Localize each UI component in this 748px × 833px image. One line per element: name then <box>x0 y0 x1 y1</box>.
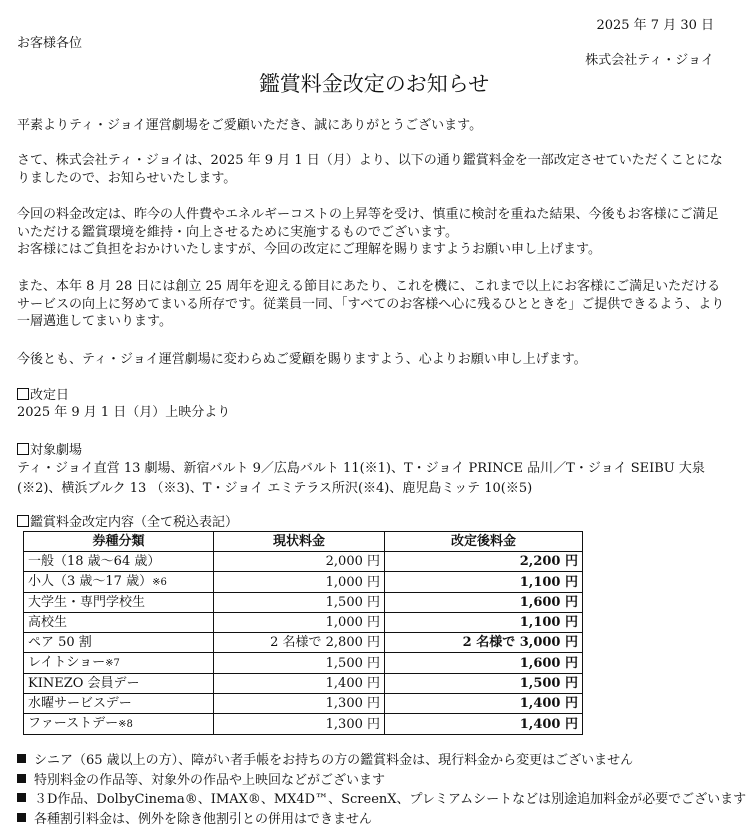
current-price-cell: 1,400 円 <box>214 674 385 694</box>
note-item <box>17 810 746 830</box>
fee-table-header <box>24 532 583 552</box>
paragraph-greeting: 平素よりティ・ジョイ運営劇場をご愛顧いただき、誠にありがとうございます。 <box>17 118 483 133</box>
bullet-square-icon <box>17 793 26 802</box>
addressee: お客様各位 <box>17 36 83 51</box>
paragraph-reason: 今回の料金改定は、昨今の人件費やエネルギーコストの上昇等を受け、慎重に検討を重ねた結果、今後もお客様にご満足いただける鑑賞環境を維持・向上させるために実施するものでございます。 <box>17 207 719 240</box>
new-price-cell: 2 名様で 3,000 円 <box>385 633 583 653</box>
ticket-type-cell <box>24 694 214 714</box>
fee-table <box>23 531 583 735</box>
ticket-type-label: ペア 50 割 <box>28 635 92 650</box>
current-price-cell: 1,300 円 <box>214 694 385 714</box>
paragraph-closing: 今後とも、ティ・ジョイ運営劇場に変わらぬご愛顧を賜りますよう、心よりお願い申し上げます。 <box>17 352 587 367</box>
table-row <box>24 633 583 653</box>
ticket-type-cell <box>24 613 214 633</box>
current-price-cell: 2 名様で 2,800 円 <box>214 633 385 653</box>
ticket-type-label: 小人（3 歳～17 歳） <box>28 574 153 589</box>
ticket-type-cell <box>24 653 214 674</box>
new-price-cell: 1,100 円 <box>385 613 583 633</box>
section-fees-heading: 鑑賞料金改定内容（全て税込表記） <box>17 514 238 532</box>
header-current-price: 現状料金 <box>214 532 385 552</box>
new-price-cell: 1,600 円 <box>385 593 583 613</box>
table-row <box>24 613 583 633</box>
table-row <box>24 653 583 674</box>
ticket-type-cell <box>24 593 214 613</box>
section-theaters-heading: 対象劇場 <box>17 442 82 460</box>
footnote-mark: ※8 <box>118 719 133 730</box>
theaters-line-1: ティ・ジョイ直営 13 劇場、新宿バルト 9／広島バルト 11(※1)、T・ジョイ PRINCE 品川／T・ジョイ SEIBU 大泉 <box>17 461 705 476</box>
new-price-cell: 2,200 円 <box>385 552 583 572</box>
table-row <box>24 572 583 593</box>
current-price-cell: 1,500 円 <box>214 593 385 613</box>
ticket-type-label: 大学生・専門学校生 <box>28 595 146 610</box>
section-date-value: 2025 年 9 月 1 日（月）上映分より <box>17 405 231 420</box>
current-price-cell: 1,500 円 <box>214 653 385 674</box>
table-row <box>24 593 583 613</box>
ticket-type-cell <box>24 572 214 593</box>
ticket-type-cell <box>24 552 214 572</box>
table-row <box>24 694 583 714</box>
current-price-cell: 1,000 円 <box>214 572 385 593</box>
table-row <box>24 674 583 694</box>
ticket-type-label: レイトショー <box>28 655 106 670</box>
ticket-type-label: ファーストデー <box>28 716 119 731</box>
new-price-cell: 1,400 円 <box>385 694 583 714</box>
checkbox-square-icon <box>17 515 29 527</box>
new-price-cell: 1,500 円 <box>385 674 583 694</box>
table-row <box>24 552 583 572</box>
note-text: シニア（65 歳以上の方）、障がい者手帳をお持ちの方の鑑賞料金は、現行料金から変更はございません <box>34 753 634 768</box>
new-price-cell: 1,600 円 <box>385 653 583 674</box>
table-row <box>24 714 583 735</box>
current-price-cell: 1,300 円 <box>214 714 385 735</box>
sender-company: 株式会社ティ・ジョイ <box>585 53 714 68</box>
new-price-cell: 1,400 円 <box>385 714 583 735</box>
header-new-price: 改定後料金 <box>385 532 583 552</box>
section-date-heading: 改定日 <box>17 387 69 405</box>
notice-date: 2025 年 7 月 30 日 <box>596 18 714 33</box>
ticket-type-label: 水曜サービスデー <box>28 696 132 711</box>
ticket-type-cell <box>24 714 214 735</box>
bullet-square-icon <box>17 813 26 822</box>
checkbox-square-icon <box>17 388 29 400</box>
notes-list <box>17 751 746 829</box>
paragraph-apology: お客様にはご負担をおかけいたしますが、今回の改定にご理解を賜りますようお願い申し上げます。 <box>17 242 601 257</box>
note-item <box>17 751 746 771</box>
ticket-type-cell <box>24 633 214 653</box>
new-price-cell: 1,100 円 <box>385 572 583 593</box>
paragraph-announcement: さて、株式会社ティ・ジョイは、2025 年 9 月 1 日（月）より、以下の通り鑑賞料金を一部改定させていただくことになりましたので、お知らせいたします。 <box>17 153 723 186</box>
ticket-type-label: KINEZO 会員デー <box>28 676 140 691</box>
theaters-line-2: (※2)、横浜ブルク 13 （※3)、T・ジョイ エミテラス所沢(※4)、鹿児島ミッテ 10(※5) <box>17 481 533 496</box>
bullet-square-icon <box>17 754 26 763</box>
bullet-square-icon <box>17 774 26 783</box>
note-text: 各種割引料金は、例外を除き他割引との併用はできません <box>34 811 373 827</box>
checkbox-square-icon <box>17 443 29 455</box>
note-text: ３D作品、DolbyCinema®、IMAX®、MX4D™、ScreenX、プレミアムシートなどは別途追加料金が必要でございます <box>34 792 747 807</box>
note-item <box>17 771 746 791</box>
current-price-cell: 1,000 円 <box>214 613 385 633</box>
paragraph-anniversary: また、本年 8 月 28 日には創立 25 周年を迎える節目にあたり、これを機に、これまで以上にお客様にご満足いただけるサービスの向上に努めてまいる所存です。従業員一同、「すべてのお客様へ心に残るひとときを」ご提供できるよう、より一層邁進してまいります。 <box>17 279 725 329</box>
page-title: 鑑賞料金改定のお知らせ <box>258 72 490 96</box>
footnote-mark: ※7 <box>105 658 120 669</box>
note-text: 特別料金の作品等、対象外の作品や上映回などがございます <box>34 772 386 788</box>
header-ticket-type: 券種分類 <box>24 532 214 552</box>
current-price-cell: 2,000 円 <box>214 552 385 572</box>
ticket-type-cell <box>24 674 214 694</box>
ticket-type-label: 高校生 <box>28 615 68 630</box>
note-item <box>17 790 746 810</box>
footnote-mark: ※6 <box>152 577 167 588</box>
ticket-type-label: 一般（18 歳～64 歳） <box>28 554 161 569</box>
